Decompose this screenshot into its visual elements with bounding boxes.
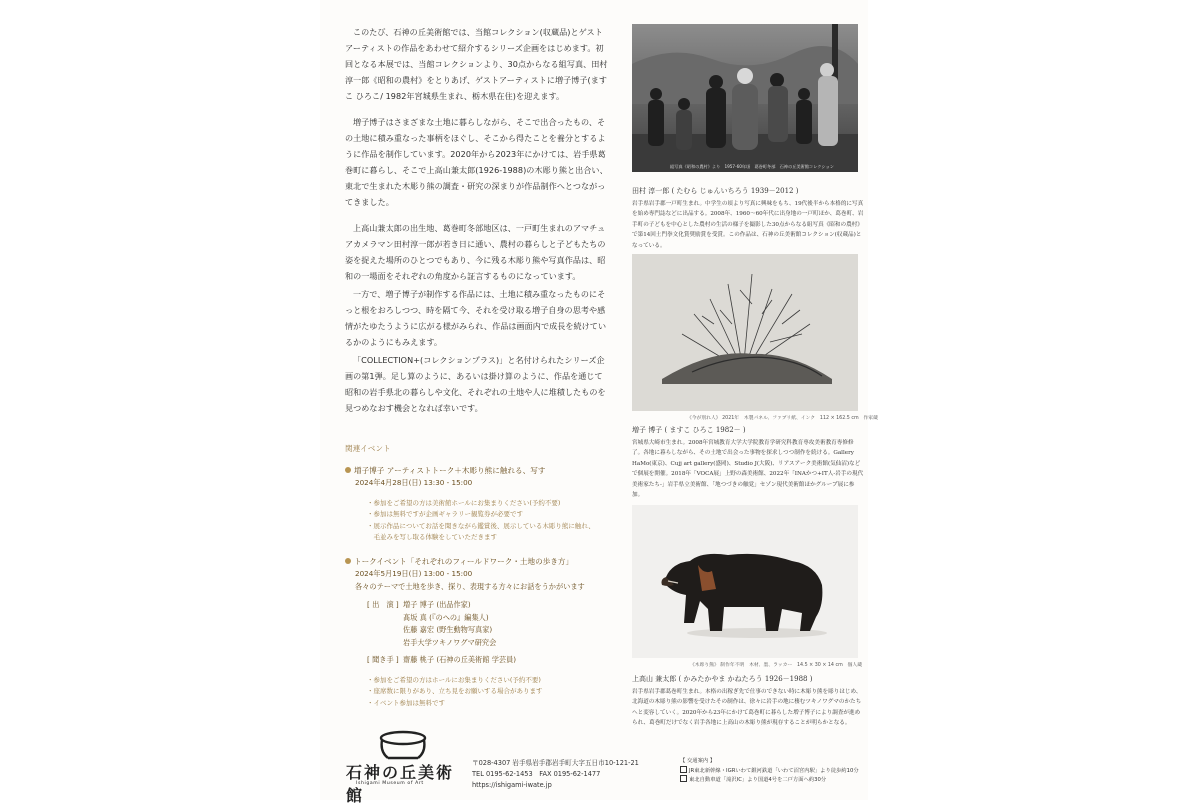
- village-children-image: [632, 24, 858, 172]
- event2-title-row: [345, 556, 610, 569]
- moderator-label: [ 聞き手 ]: [367, 655, 399, 664]
- events-heading: 関連イベント: [345, 444, 391, 453]
- speaker-row: [345, 599, 610, 612]
- event2-title: トークイベント「それぞれのフィールドワーク・土地の歩き方」: [354, 556, 574, 566]
- speaker-row: [345, 637, 610, 650]
- event2-note: ・イベント参加は無料です: [367, 698, 445, 707]
- intro-paragraph: 一方で、増子博子が制作する作品には、土地に積み重なったものにそっと根をおろしつつ、時を隔て今、それを受け取る増子自身の思考や感情がたゆたうように広がる様がみられ、作品は画面内で成長を続けているかのようにもみえます。: [345, 289, 607, 347]
- museum-name-jp: 石神の丘美術館: [346, 763, 455, 805]
- museum-url[interactable]: https://ishigami-iwate.jp: [472, 781, 552, 789]
- access-train-text: JR東北新幹線・IGRいわて銀河鉄道「いわて沼宮内駅」より徒歩約10分: [689, 767, 859, 774]
- speakers-label: [ 出 演 ]: [367, 600, 399, 609]
- speaker-name: 髙坂 真 (『のへの』編集人): [403, 612, 489, 622]
- artwork-drawing-photo: [632, 254, 858, 411]
- event1-datetime: 2024年4月28日(日) 13:30 - 15:00: [355, 478, 473, 487]
- event2-description: 各々のテーマで土地を歩き、探り、表現する方々にお話をうかがいます: [355, 581, 585, 591]
- kamitaka-bio: [632, 674, 864, 729]
- speaker-row: [345, 624, 610, 637]
- speaker-name: 増子 博子 (出品作家): [403, 600, 471, 609]
- speaker-name: 岩手大学ツキノワグマ研究会: [403, 637, 497, 647]
- photo3-caption: 《木彫り熊》 制作年不明 木材、墨、ラッカー 14.5 × 30 × 14 cm 個人蔵: [690, 663, 863, 668]
- photo2-caption: 《今が別れ人》 2021年 木製パネル、ファブリ紙、インク 112 × 162.5 cm 作家蔵: [687, 416, 878, 421]
- event2-datetime: 2024年5月19日(日) 13:00 - 15:00: [355, 569, 473, 578]
- masuko-name: 増子 博子 ( ますこ ひろこ 1982－ ): [632, 426, 746, 434]
- event1-title-row: [345, 465, 610, 478]
- access-train: [680, 766, 866, 776]
- museum-name-en: Ishigami Museum of Art: [356, 781, 424, 786]
- speaker-name: 佐藤 嘉宏 (野生動物写真家): [403, 625, 493, 634]
- kamitaka-name: 上高山 兼太郎 ( かみたかやま かねたろう 1926－1988 ): [632, 675, 813, 683]
- event1-note: ・展示作品についてお話を聞きながら鑑賞後、展示している木彫り熊に触れ、: [367, 521, 595, 530]
- event1-note: ・参加は無料ですが企画ギャラリー観覧券が必要です: [367, 510, 523, 518]
- related-events: [345, 443, 610, 721]
- event2-note: ・座席数に限りがあり、立ち見をお願いする場合があります: [367, 687, 543, 695]
- intro-paragraph: 増子博子はさまざまな土地に暮らしながら、そこで出合ったもの、その土地に積み重なった事柄をほぐし、そこから得たことを養分とするように作品を制作しています。2020年から2023年にかけては、岩手県葛巻町に暮らし、そこで上高山兼太郎(1926-1988)の木彫り熊と出合い、東北で生まれた木彫り熊の調査・研究の深まりが作品制作へとつながってきました。: [345, 117, 608, 207]
- intro-paragraph: 「COLLECTION+(コレクションプラス)」と名付けられたシリーズ企画の第1弾。足し算のように、あるいは掛け算のように、作品を通じて昭和の岩手県北の暮らしや文化、それぞれの土地や人に堆積したものを見つめなおす機会となれば幸いです。: [345, 355, 606, 413]
- photo1-caption: 組写真《昭和の農村》より 1957-60年頃 葛巻町冬部 石神の丘美術館コレクション: [670, 164, 834, 169]
- village-children-photo: [632, 24, 858, 172]
- museum-address: 〒028-4307 岩手県岩手郡岩手町大字五日市10-121-21: [472, 759, 639, 767]
- wooden-bear-image: [632, 505, 858, 658]
- event2-notes: [345, 675, 610, 710]
- tamura-text: 岩手県岩手郡一戸町生まれ。中学生の頃より写真に興味をもち、19代後半から本格的に写真を始め専門誌などに出品する。2008年、1960～60年代に出身地の一戸町ほか、葛巻町、岩手町の子どもを中心とした農村の生活の様子を撮影した30点からなる組写真《昭和の農村》で第14回土門拳文化賞奨励賞を受賞。この作品は、石神の丘美術館コレクション(収蔵品)となっている。: [632, 200, 864, 249]
- speaker-row: [345, 612, 610, 625]
- event1-note: ・参加をご希望の方は美術館ホールにお集まりください(予約不要): [367, 498, 561, 507]
- event1-title: 増子博子 アーティストトーク＋木彫り熊に触れる、写す: [354, 465, 546, 475]
- wooden-bear-photo: [632, 505, 858, 658]
- event1-note: 毛並みを写し取る体験をしていただきます: [367, 533, 497, 541]
- museum-logo-icon: [368, 730, 438, 760]
- access-title: 【 交通案内 】: [680, 758, 716, 764]
- bullet-icon: [345, 467, 351, 473]
- tamura-name: 田村 淳一郎 ( たむら じゅんいちろう 1939－2012 ): [632, 187, 799, 195]
- tamura-bio: [632, 186, 864, 251]
- access-info: [680, 757, 866, 785]
- access-car-text: 東北自動車道「滝沢IC」より国道4号を二戸方面へ約30分: [689, 777, 827, 783]
- event2-note: ・参加をご希望の方はホールにお集まりください(予約不要): [367, 675, 541, 684]
- museum-logo: [346, 730, 466, 805]
- kamitaka-text: 岩手県岩手郡葛巻町生まれ。本格の出稼ぎ先で仕事のできない時に木彫り熊を彫りはじめ、北海道の木彫り熊の影響を受けたその制作は、徐々に岩手の地に棲むツキノワグマのかたちへと変容していく。2020年から23年にかけて葛巻町に暮らした増子博子により調査が進められ、葛巻町だけでなく岩手各地に上高山の木彫り熊が現存することが明らかとなる。: [632, 688, 862, 726]
- museum-contact: [472, 758, 672, 791]
- bullet-icon: [345, 558, 351, 564]
- intro-text: [345, 24, 610, 426]
- access-car: [680, 775, 866, 785]
- checkbox-icon: [680, 766, 687, 773]
- moderator-row: [345, 654, 610, 667]
- intro-paragraph: このたび、石神の丘美術館では、当館コレクション(収蔵品)とゲストアーティストの作品をあわせて紹介するシリーズ企画をはじめます。初回となる本展では、当館コレクションより、30点からなる組写真、田村淳一郎《昭和の農村》をとりあげ、ゲストアーティストに増子博子(ますこ ひろこ/ 1982年宮城県生まれ、栃木県在住)を迎えます。: [345, 27, 608, 101]
- checkbox-icon: [680, 775, 687, 782]
- masuko-text: 宮城県大崎市生まれ。2008年宮城教育大学大学院教育学研究科教育専攻美術教育専修修了。各地に暮らしながら、その土地で出会った事物を探求しつつ制作を続ける。Gallery HaMo(東京)、Cujj art gallery(盛岡)、Studio J(大阪)、リアスアーク美術館(気仙沼)などで個展を開催。2018年「VOCA展」上野の森美術館、2022年「INAかつ+IT人-岩手の現代美術家たち-」岩手県立美術館、「地つづきの触覚」セゾン現代美術館ほかグループ展に参加。: [632, 439, 864, 498]
- masuko-bio: [632, 425, 864, 501]
- event1-notes: [345, 498, 610, 544]
- intro-paragraph: 上高山兼太郎の出生地、葛巻町冬部地区は、一戸町生まれのアマチュアカメラマン田村淳一郎が若き日に通い、農村の暮らしと子どもたちの姿を捉えた場所のひとつでもあり、今に残る木彫り熊や写真作品は、昭和の一場面をそれぞれの角度から証言するものになっています。: [345, 223, 606, 281]
- moderator-name: 齋藤 桃子 (石神の丘美術館 学芸員): [403, 655, 517, 664]
- museum-phone: TEL 0195-62-1453 FAX 0195-62-1477: [472, 770, 601, 778]
- root-drawing-image: [632, 254, 858, 411]
